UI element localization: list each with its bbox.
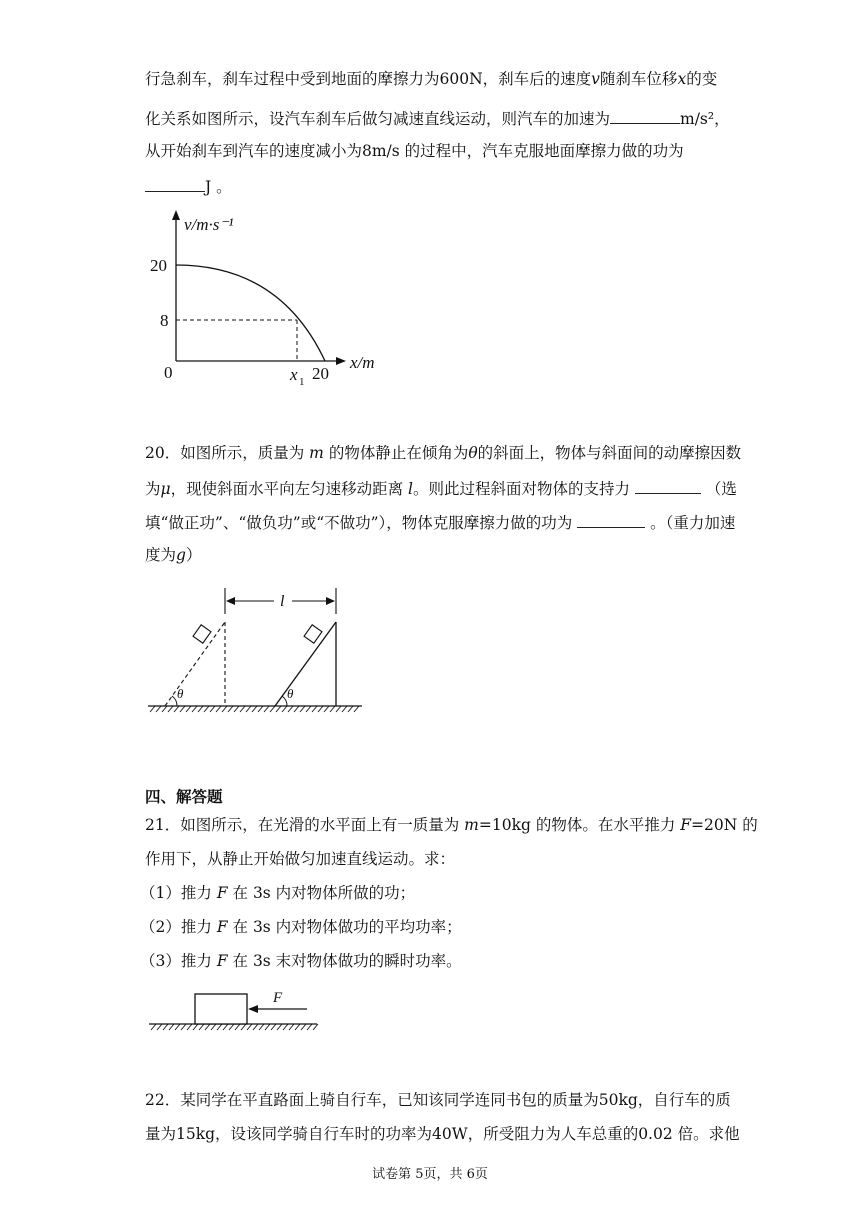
ground-hatching: [150, 706, 359, 712]
answer-blank[interactable]: [577, 510, 645, 528]
q21-text: =20N 的: [691, 816, 758, 834]
answer-blank[interactable]: [635, 476, 701, 494]
q21-text: 在 3s 内对物体做功的平均功率；: [232, 918, 462, 936]
q20-text: ，现使斜面水平向左匀速移动距离: [170, 480, 404, 498]
q20-text: 20．如图所示，质量为: [145, 444, 305, 462]
var-m: m: [309, 444, 324, 462]
x-tick-label-20: 20: [312, 364, 329, 383]
block-force-diagram: [145, 986, 325, 1036]
velocity-curve: [176, 265, 325, 361]
var-m: m: [464, 816, 479, 834]
q21-line-1: [145, 814, 758, 836]
var-theta: θ: [468, 444, 478, 462]
distance-label-l: l: [280, 593, 285, 610]
y-tick-label-20: 20: [150, 256, 167, 275]
section-heading: 四、解答题: [145, 787, 223, 806]
q21-text: =10kg 的物体。在水平推力: [478, 816, 676, 834]
block: [304, 625, 322, 643]
force-arrowhead: [248, 1005, 258, 1013]
q21-line-2: 作用下，从静止开始做匀加速直线运动。求：: [145, 850, 456, 868]
var-F: F: [216, 884, 228, 902]
q21-part-3: [140, 950, 462, 972]
q20-text: 填“做正功”、“做负功”或“不做功”），物体克服摩擦力做的功为: [145, 514, 573, 532]
q20-text: 度为: [145, 546, 177, 564]
q22-line-1: 22．某同学在平直路面上骑自行车，已知该同学连同书包的质量为50kg，自行车的质: [145, 1091, 731, 1109]
q20-text: （选: [705, 480, 737, 498]
floor-hatching: [151, 1024, 318, 1030]
y-axis-label: v/m·s⁻¹: [184, 215, 234, 234]
angle-label-2: θ: [287, 686, 294, 701]
q19-line-4: [145, 174, 232, 198]
distance-arrowhead-right: [326, 597, 335, 605]
q21-part-1: [140, 882, 415, 904]
distance-arrowhead-left: [226, 597, 235, 605]
var-v: v: [591, 70, 600, 88]
q20-text: 的物体静止在倾角为: [328, 444, 469, 462]
answer-blank[interactable]: [610, 106, 680, 124]
q21-text: （1）推力: [140, 884, 212, 902]
incline-diagram: [140, 584, 375, 720]
q19-text: 从开始刹车到汽车的速度减小为8m/s 的过程中，汽车克服地面摩擦力做的功为: [145, 142, 684, 160]
y-axis-arrow: [172, 210, 180, 220]
q20-line-3: [145, 510, 735, 534]
block: [195, 994, 247, 1024]
q21-text: 在 3s 末对物体做功的瞬时功率。: [232, 952, 462, 970]
q20-text: 的斜面上，物体与斜面间的动摩擦因数: [477, 444, 742, 462]
x-tick-label-x1: x: [290, 365, 298, 384]
var-mu: μ: [160, 480, 171, 498]
q21-text: 在 3s 内对物体所做的功；: [232, 884, 416, 902]
var-F: F: [680, 816, 692, 834]
force-label-F: F: [273, 990, 283, 1006]
q20-line-2: [145, 476, 737, 500]
q19-line-3: [145, 140, 684, 162]
q20-line-4: [145, 544, 201, 566]
origin-label: 0: [164, 363, 173, 382]
initial-block: [193, 625, 211, 643]
x-tick-label-x1-sub: 1: [299, 376, 305, 388]
q20-text: 为: [145, 480, 161, 498]
q19-text: 行急刹车，刹车过程中受到地面的摩擦力为600N，刹车后的速度: [145, 70, 592, 88]
q20-text: 。（重力加速: [650, 514, 736, 532]
var-g: g: [176, 546, 186, 564]
var-x: x: [677, 70, 687, 88]
q19-text: 的变: [686, 70, 718, 88]
x-axis-label: x/m: [350, 353, 375, 372]
q19-line-2: [145, 106, 730, 130]
y-tick-label-8: 8: [160, 311, 169, 330]
q21-text: （3）推力: [140, 952, 212, 970]
x-axis-arrow: [336, 357, 346, 365]
q21-text: 21．如图所示，在光滑的水平面上有一质量为: [145, 816, 460, 834]
velocity-displacement-graph: [140, 208, 400, 388]
q20-line-1: [145, 442, 741, 464]
q20-text: 。则此过程斜面对物体的支持力: [413, 480, 631, 498]
q21-part-2: [140, 916, 462, 938]
q19-text: 随刹车位移: [599, 70, 678, 88]
var-l: l: [408, 480, 414, 498]
q19-unit: m/s²，: [680, 110, 730, 128]
var-F: F: [216, 918, 228, 936]
q21-text: （2）推力: [140, 918, 212, 936]
q22-line-2: 量为15kg，设该同学骑自行车时的功率为40W，所受阻力为人车总重的0.02 倍。求他: [145, 1125, 740, 1143]
angle-label-1: θ: [177, 686, 184, 701]
answer-blank[interactable]: [145, 174, 205, 192]
page-footer: 试卷第 5页，共 6页: [372, 1167, 488, 1182]
q19-unit: J 。: [205, 178, 232, 196]
q19-text: 化关系如图所示，设汽车刹车后做匀减速直线运动，则汽车的加速为: [145, 110, 611, 128]
q19-line-1: [145, 68, 717, 90]
var-F: F: [216, 952, 228, 970]
q20-text: ）: [185, 546, 202, 564]
